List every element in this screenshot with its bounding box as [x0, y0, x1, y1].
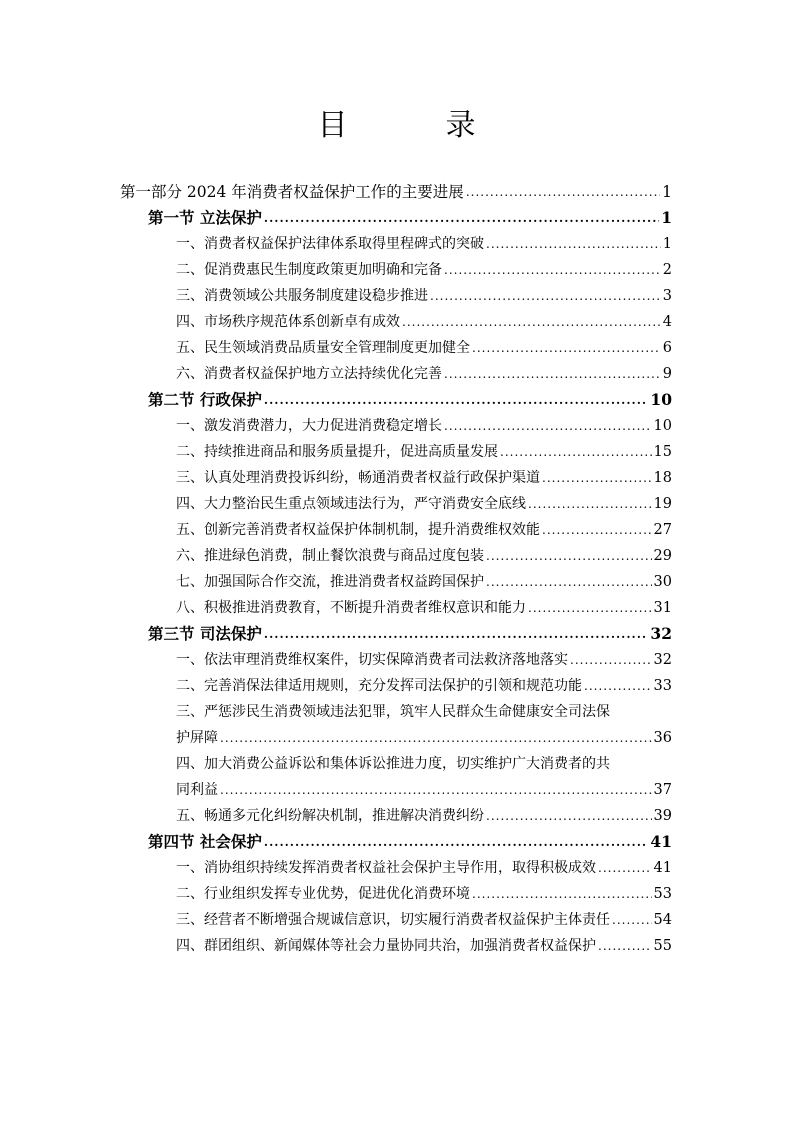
toc-page-number: 1: [662, 183, 672, 201]
toc-dot-leader: [500, 439, 652, 465]
toc-page-number: 41: [653, 860, 672, 876]
toc-entry-text: 四、市场秩序规范体系创新卓有成效: [176, 314, 400, 330]
toc-entry[interactable]: [176, 647, 672, 673]
toc-entry[interactable]: [176, 439, 672, 465]
toc-entry-text: 三、严惩涉民生消费领域违法犯罪，筑牢人民群众生命健康安全司法保: [176, 704, 610, 720]
toc-page-number: 19: [653, 496, 672, 512]
toc-entry-text: 第一部分 2024 年消费者权益保护工作的主要进展: [120, 183, 464, 201]
toc-entry[interactable]: [176, 335, 672, 361]
toc-page-number: 1: [662, 236, 672, 252]
toc-entry-text: 三、认真处理消费投诉纠纷，畅通消费者权益行政保护渠道: [176, 470, 540, 486]
toc-entry[interactable]: [176, 673, 672, 699]
toc-entry[interactable]: [120, 179, 672, 205]
toc-dot-leader: [598, 855, 652, 881]
toc-entry-text: 二、促消费惠民生制度政策更加明确和完备: [176, 262, 442, 278]
toc-page-number: 9: [662, 366, 672, 382]
toc-entry[interactable]: [176, 855, 672, 881]
toc-entry[interactable]: [148, 205, 672, 231]
toc-dot-leader: [486, 569, 652, 595]
toc-dot-leader: [444, 361, 661, 387]
toc-dot-leader: [220, 725, 652, 751]
toc-entry[interactable]: [176, 933, 672, 959]
toc-entry-text: 四、群团组织、新闻媒体等社会力量协同共治，加强消费者权益保护: [176, 938, 596, 954]
toc-entry-text: 二、完善消保法律适用规则，充分发挥司法保护的引领和规范功能: [176, 678, 582, 694]
toc-entry-text: 六、消费者权益保护地方立法持续优化完善: [176, 366, 442, 382]
toc-dot-leader: [612, 907, 652, 933]
toc-dot-leader: [598, 933, 652, 959]
toc-entry-text: 五、民生领域消费品质量安全管理制度更加健全: [176, 340, 470, 356]
toc-entry[interactable]: [176, 595, 672, 621]
toc-entry[interactable]: [148, 621, 672, 647]
toc-page-number: 18: [653, 470, 672, 486]
toc-entry[interactable]: [176, 543, 672, 569]
toc-page-number: 37: [653, 782, 672, 798]
toc-entry-text: 四、加大消费公益诉讼和集体诉讼推进力度，切实维护广大消费者的共: [176, 756, 610, 772]
toc-entry[interactable]: [176, 881, 672, 907]
toc-entry-text: 第二节 行政保护: [148, 391, 262, 409]
toc-entry-text: 同利益: [176, 782, 218, 798]
toc-dot-leader: [264, 387, 649, 413]
toc-entry-text: 五、创新完善消费者权益保护体制机制，提升消费维权效能: [176, 522, 540, 538]
toc-dot-leader: [220, 777, 652, 803]
toc-page-number: 32: [653, 652, 672, 668]
toc-page-number: 4: [662, 314, 672, 330]
toc-entry-text: 一、依法审理消费维权案件，切实保障消费者司法救济落地落实: [176, 652, 568, 668]
toc-entry[interactable]: [176, 803, 672, 829]
toc-dot-leader: [486, 543, 652, 569]
toc-entry-text: 护屏障: [176, 730, 218, 746]
toc-entry-text: 六、推进绿色消费，制止餐饮浪费与商品过度包装: [176, 548, 484, 564]
toc-entry-text: 二、持续推进商品和服务质量提升，促进高质量发展: [176, 444, 498, 460]
toc-dot-leader: [430, 283, 661, 309]
toc-entry-text: 三、消费领域公共服务制度建设稳步推进: [176, 288, 428, 304]
toc-entry[interactable]: [176, 517, 672, 543]
toc-dot-leader: [528, 491, 652, 517]
toc-dot-leader: [264, 829, 649, 855]
toc-entry-text: 七、加强国际合作交流，推进消费者权益跨国保护: [176, 574, 484, 590]
toc-entry[interactable]: [176, 465, 672, 491]
toc-page-number: 55: [653, 938, 672, 954]
toc-entry-text: 三、经营者不断增强合规诚信意识，切实履行消费者权益保护主体责任: [176, 912, 610, 928]
toc-dot-leader: [402, 309, 661, 335]
toc-dot-leader: [472, 335, 661, 361]
toc-page-number: 53: [653, 886, 672, 902]
toc-page-number: 10: [653, 418, 672, 434]
toc-dot-leader: [542, 465, 652, 491]
toc-page-number: 1: [661, 208, 672, 227]
toc-entry[interactable]: [176, 413, 672, 439]
toc-entry[interactable]: [176, 569, 672, 595]
toc-dot-leader: [528, 595, 652, 621]
toc-page-number: 36: [653, 730, 672, 746]
toc-entry-text: 一、消费者权益保护法律体系取得里程碑式的突破: [176, 236, 484, 252]
toc-page-number: 32: [650, 624, 672, 643]
toc-page-number: 2: [662, 262, 672, 278]
toc-page-number: 39: [653, 808, 672, 824]
toc-entry-text: 八、积极推进消费教育，不断提升消费者维权意识和能力: [176, 600, 526, 616]
toc-dot-leader: [472, 881, 652, 907]
toc-page-number: 29: [653, 548, 672, 564]
toc-dot-leader: [264, 205, 659, 231]
toc-page-number: 3: [662, 288, 672, 304]
toc-entry[interactable]: [176, 725, 672, 751]
toc-entry-text: 一、激发消费潜力，大力促进消费稳定增长: [176, 418, 442, 434]
toc-entry[interactable]: [176, 231, 672, 257]
toc-page-number: 33: [653, 678, 672, 694]
toc-page-number: 10: [650, 390, 672, 409]
toc-page-number: 54: [653, 912, 672, 928]
toc-entry-text: 五、畅通多元化纠纷解决机制，推进解决消费纠纷: [176, 808, 484, 824]
toc-page-number: 15: [653, 444, 672, 460]
page-title: 目 录: [317, 108, 510, 143]
toc-entry-text: 第三节 司法保护: [148, 625, 262, 643]
toc-entry[interactable]: [176, 283, 672, 309]
toc-entry[interactable]: [176, 257, 672, 283]
toc-page-number: 30: [653, 574, 672, 590]
toc-entry[interactable]: [176, 491, 672, 517]
toc-dot-leader: [570, 647, 652, 673]
toc-entry-text: 二、行业组织发挥专业优势，促进优化消费环境: [176, 886, 470, 902]
toc-page-number: 27: [653, 522, 672, 538]
toc-page-number: 6: [662, 340, 672, 356]
toc-entry-text: 第一节 立法保护: [148, 209, 262, 227]
toc-dot-leader: [486, 231, 661, 257]
toc-entry[interactable]: [176, 361, 672, 387]
toc-entry[interactable]: [176, 777, 672, 803]
toc-page-number: 41: [650, 832, 672, 851]
toc-dot-leader: [542, 517, 652, 543]
toc-entry-text: 一、消协组织持续发挥消费者权益社会保护主导作用，取得积极成效: [176, 860, 596, 876]
toc-dot-leader: [466, 179, 660, 205]
toc-entry[interactable]: [176, 907, 672, 933]
toc-dot-leader: [444, 257, 661, 283]
toc-entry[interactable]: [176, 309, 672, 335]
toc-dot-leader: [444, 413, 652, 439]
toc-entry-text: 第四节 社会保护: [148, 833, 262, 851]
toc-entry-text: 四、大力整治民生重点领域违法行为，严守消费安全底线: [176, 496, 526, 512]
toc-entry[interactable]: [148, 387, 672, 413]
toc-dot-leader: [486, 803, 652, 829]
toc-dot-leader: [584, 673, 652, 699]
toc-page-number: 31: [653, 600, 672, 616]
toc-entry[interactable]: [148, 829, 672, 855]
toc-dot-leader: [264, 621, 649, 647]
